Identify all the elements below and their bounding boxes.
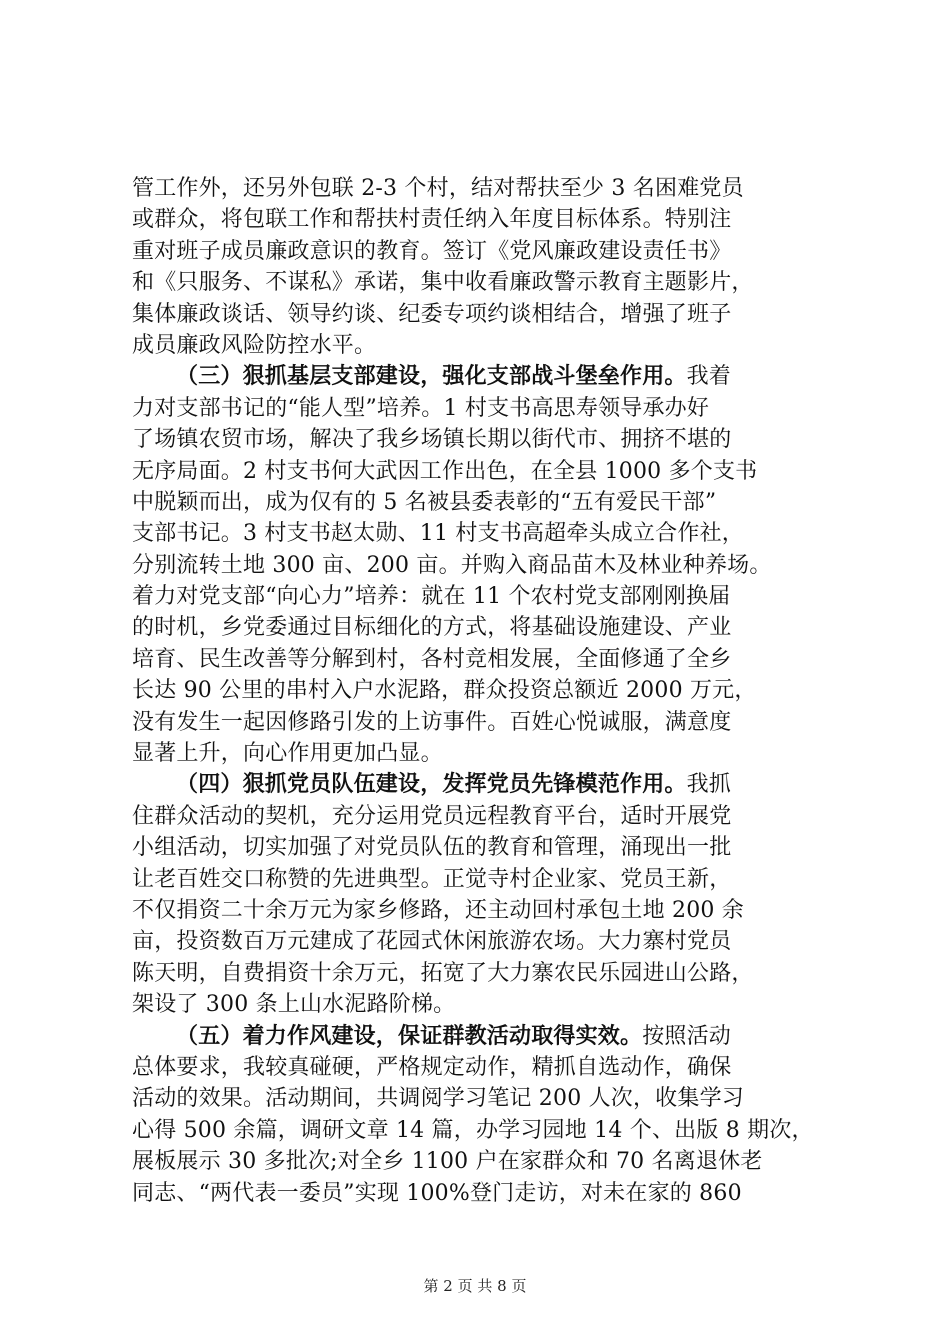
paragraph-section-3 <box>132 361 832 769</box>
text-line: 支部书记。3 村支书赵太勋、11 村支书高超牵头成立合作社， <box>132 521 744 547</box>
text-line: 着力对党支部“向心力”培养：就在 11 个农村党支部刚刚换届 <box>132 584 731 610</box>
text-line: 总体要求，我较真碰硬，严格规定动作，精抓自选动作，确保 <box>132 1054 732 1080</box>
text-line: 心得 500 余篇，调研文章 14 篇，办学习园地 14 个、出版 8 期次， <box>132 1117 814 1143</box>
text-line: 管工作外，还另外包联 2-3 个村，结对帮扶至少 3 名困难党员 <box>132 176 744 201</box>
text-line: 显著上升，向心作用更加凸显。 <box>132 741 443 767</box>
page-number: 第 2 页 共 8 页 <box>423 1277 527 1295</box>
text-line: 陈天明，自费捐资十余万元，拓宽了大力寨农民乐园进山公路， <box>132 960 754 986</box>
text-line: 不仅捐资二十余万元为家乡修路，还主动回村承包土地 200 余 <box>132 897 744 923</box>
text-line: 中脱颖而出，成为仅有的 5 名被县委表彰的“五有爱民干部” <box>132 489 717 515</box>
text-line: 成员廉政风险防控水平。 <box>132 332 377 358</box>
text-line: 长达 90 公里的串村入户水泥路，群众投资总额近 2000 万元， <box>132 678 757 704</box>
paragraph-1 <box>132 173 832 361</box>
text-line: 了场镇农贸市场，解决了我乡场镇长期以街代市、拥挤不堪的 <box>132 427 732 453</box>
paragraph-section-4 <box>132 769 832 1020</box>
text-line: 同志、“两代表一委员”实现 100%登门走访，对未在家的 860 <box>132 1180 742 1206</box>
text-line: 亩，投资数百万元建成了花园式休闲旅游农场。大力寨村党员 <box>132 929 732 955</box>
text-line: 无序局面。2 村支书何大武因工作出色，在全县 1000 多个支书 <box>132 458 758 484</box>
text-line: 重对班子成员廉政意识的教育。签订《党风廉政建设责任书》 <box>132 238 732 264</box>
text-run: 我着 <box>686 364 732 390</box>
text-line: 分别流转土地 300 亩、200 亩。并购入商品苗木及林业种养场。 <box>132 552 772 578</box>
section-heading: （三）狠抓基层支部建设，强化支部战斗堡垒作用。 <box>176 364 687 390</box>
text-line: 架设了 300 条上山水泥路阶梯。 <box>132 992 456 1018</box>
text-line: 的时机，乡党委通过目标细化的方式，将基础设施建设、产业 <box>132 615 732 641</box>
text-line: 让老百姓交口称赞的先进典型。正觉寺村企业家、党员王新， <box>132 866 732 892</box>
text-line: 没有发生一起因修路引发的上访事件。百姓心悦诚服，满意度 <box>132 709 732 735</box>
section-heading: （五）着力作风建设，保证群教活动取得实效。 <box>176 1023 643 1049</box>
paragraph-section-5 <box>132 1021 832 1209</box>
paragraph-first-line <box>132 361 832 392</box>
text-line: 展板展示 30 多批次;对全乡 1100 户在家群众和 70 名离退休老 <box>132 1149 763 1175</box>
text-line: 力对支部书记的“能人型”培养。1 村支书高思寿领导承办好 <box>132 395 710 421</box>
paragraph-first-line <box>132 769 832 800</box>
text-line: 集体廉政谈话、领导约谈、纪委专项约谈相结合，增强了班子 <box>132 301 732 327</box>
text-line: 小组活动，切实加强了对党员队伍的教育和管理，涌现出一批 <box>132 835 732 861</box>
text-line: 培育、民生改善等分解到村，各村竞相发展，全面修通了全乡 <box>132 646 732 672</box>
document-body <box>132 173 832 1209</box>
section-heading: （四）狠抓党员队伍建设，发挥党员先锋模范作用。 <box>176 772 687 798</box>
paragraph-first-line <box>132 1021 832 1052</box>
text-line: 或群众，将包联工作和帮扶村责任纳入年度目标体系。特别注 <box>132 207 732 233</box>
page-footer <box>0 1276 950 1296</box>
text-run: 我抓 <box>686 772 732 798</box>
text-line: 活动的效果。活动期间，共调阅学习笔记 200 人次，收集学习 <box>132 1086 744 1112</box>
text-run: 按照活动 <box>642 1023 732 1049</box>
text-line: 和《只服务、不谋私》承诺，集中收看廉政警示教育主题影片， <box>132 270 754 296</box>
text-line: 住群众活动的契机，充分运用党员远程教育平台，适时开展党 <box>132 803 732 829</box>
